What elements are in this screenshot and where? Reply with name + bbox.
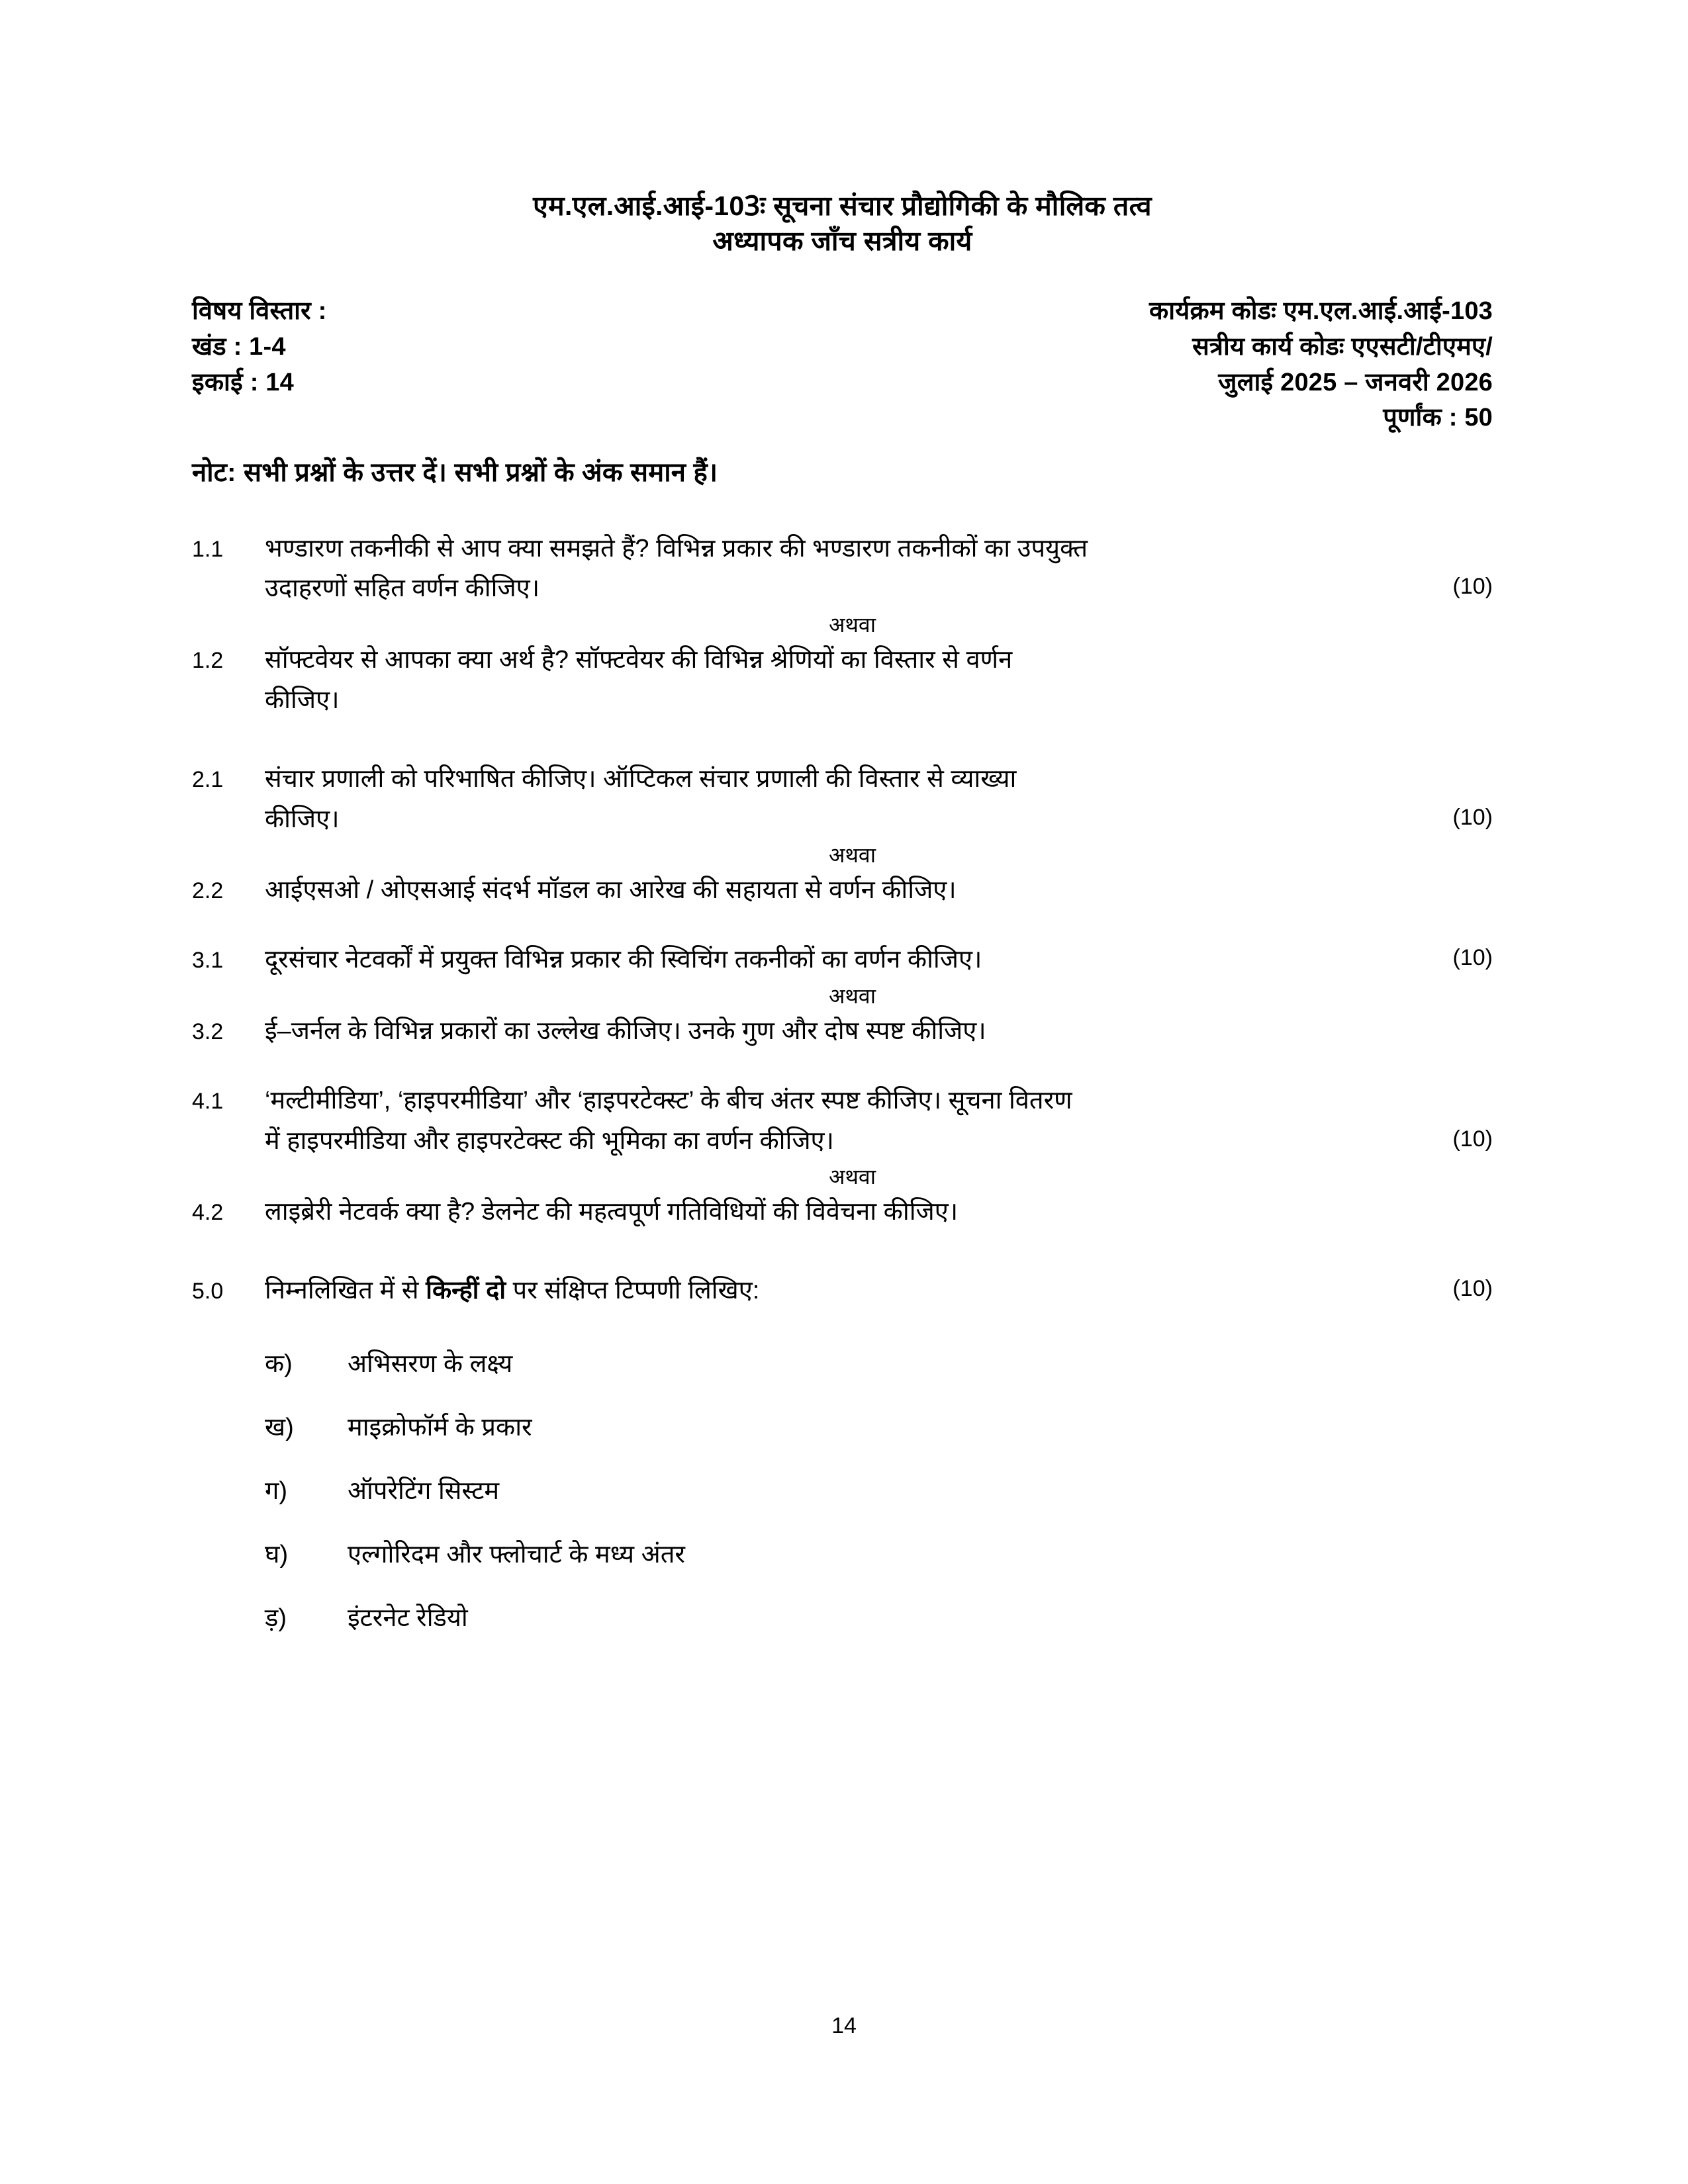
question-marks: (10) xyxy=(1452,945,1493,971)
header-meta-right xyxy=(1149,294,1493,437)
question-line-text: कीजिए। xyxy=(265,805,340,833)
block-label: खंड : 1-4 xyxy=(192,332,286,361)
sub-item-label: क) xyxy=(265,1349,293,1378)
question-body xyxy=(265,1011,1493,1052)
sub-item-text: अभिसरण के लक्ष्य xyxy=(348,1349,513,1378)
question-line xyxy=(265,1192,1493,1232)
question-number: 3.2 xyxy=(192,1019,224,1044)
sub-item-text: इंटरनेट रेडियो xyxy=(348,1604,468,1632)
question-number: 4.1 xyxy=(192,1088,224,1114)
question-body xyxy=(265,870,1493,911)
course-scope-label: विषय विस्तार : xyxy=(192,296,327,325)
question-number: 3.1 xyxy=(192,948,224,974)
question-line xyxy=(265,870,1493,911)
sub-item xyxy=(265,1473,1493,1507)
unit-label: इकाई : 14 xyxy=(192,368,294,396)
title-line-1: एम.एल.आई.आई-103ः सूचना संचार प्रौद्योगिकी के मौलिक तत्व xyxy=(533,191,1152,221)
sub-item-text: एल्गोरिदम और फ्लोचार्ट के मध्य अंतर xyxy=(348,1540,685,1569)
question-marks: (10) xyxy=(1452,1276,1493,1302)
question-line xyxy=(265,569,1493,609)
question-body xyxy=(265,640,1493,721)
header-meta xyxy=(192,294,1493,432)
assignment-code: सत्रीय कार्य कोडः एएसटी/टीएमए/ xyxy=(1192,332,1493,361)
question-line-text: दूरसंचार नेटवर्कों में प्रयुक्त विभिन्न प्रकार की स्विचिंग तकनीकों का वर्णन कीजिए। xyxy=(265,946,982,974)
question-row xyxy=(192,529,1493,610)
questions-list xyxy=(192,529,1493,1634)
title-line-2: अध्यापक जाँच सत्रीय कार्य xyxy=(712,226,972,257)
page-number: 14 xyxy=(831,2013,857,2038)
question-line: संचार प्रणाली को परिभाषित कीजिए। ऑप्टिकल संचार प्रणाली की विस्तार से व्याख्या xyxy=(265,764,1017,793)
question-number: 4.2 xyxy=(192,1200,224,1226)
question-body xyxy=(265,1271,1493,1311)
question-row xyxy=(192,1081,1493,1161)
question-line-text: कीजिए। xyxy=(265,686,340,714)
question-marks: (10) xyxy=(1452,574,1493,600)
question-body xyxy=(265,529,1493,610)
question-body xyxy=(265,940,1493,980)
question-line: भण्डारण तकनीकी से आप क्या समझते हैं? विभिन्न प्रकार की भण्डारण तकनीकों का उपयुक्त xyxy=(265,534,1088,563)
question-line-text: ई–जर्नल के विभिन्न प्रकारों का उल्लेख कीजिए। उनके गुण और दोष स्पष्ट कीजिए। xyxy=(265,1017,986,1045)
question-marks: (10) xyxy=(1452,1126,1493,1152)
sub-item-label: ख) xyxy=(265,1413,294,1441)
question-text-after-bold: पर संक्षिप्त टिप्पणी लिखिए: xyxy=(506,1277,760,1305)
question-line: ‘मल्टीमीडिया’, ‘हाइपरमीडिया’ और ‘हाइपरटेक्स्ट’ के बीच अंतर स्पष्ट कीजिए। सूचना वितरण xyxy=(265,1086,1072,1115)
question-number: 1.1 xyxy=(192,536,224,562)
document-title xyxy=(192,189,1493,259)
spacer xyxy=(192,1052,1493,1081)
question-number: 1.2 xyxy=(192,648,224,674)
sub-item xyxy=(265,1600,1493,1634)
spacer xyxy=(192,911,1493,940)
question-row xyxy=(192,759,1493,840)
question-line xyxy=(265,1271,1493,1311)
question-line xyxy=(265,1121,1493,1161)
sub-item-text: ऑपरेटिंग सिस्टम xyxy=(348,1477,500,1505)
sub-item xyxy=(265,1536,1493,1570)
question-line xyxy=(265,799,1493,840)
question-five-sub-items xyxy=(192,1345,1493,1634)
question-number: 2.1 xyxy=(192,766,224,792)
question-text-before-bold: निम्नलिखित में से xyxy=(265,1277,426,1305)
question-line-text: में हाइपरमीडिया और हाइपरटेक्स्ट की भूमिका का वर्णन कीजिए। xyxy=(265,1126,834,1155)
question-row xyxy=(192,640,1493,721)
question-line-text: लाइब्रेरी नेटवर्क क्या है? डेलनेट की महत्वपूर्ण गतिविधियों की विवेचना कीजिए। xyxy=(265,1198,959,1226)
header-meta-left xyxy=(192,294,327,401)
sub-item xyxy=(265,1345,1493,1380)
question-line xyxy=(265,680,1493,721)
sub-item-label: घ) xyxy=(265,1540,289,1569)
or-separator: अथवा xyxy=(829,983,876,1008)
question-row xyxy=(192,870,1493,911)
instructions-note: नोट: सभी प्रश्नों के उत्तर दें। सभी प्रश्नों के अंक समान हैं। xyxy=(192,457,718,487)
question-number: 2.2 xyxy=(192,878,224,904)
question-emphasis: किन्हीं दो xyxy=(426,1277,506,1305)
question-number: 5.0 xyxy=(192,1279,224,1304)
sub-item-label: ड़) xyxy=(265,1604,287,1632)
page-content xyxy=(192,0,1493,1663)
sub-item xyxy=(265,1409,1493,1443)
or-separator: अथवा xyxy=(829,843,876,868)
spacer xyxy=(192,721,1493,759)
question-line-text: उदाहरणों सहित वर्णन कीजिए। xyxy=(265,574,540,603)
question-line: सॉफ्टवेयर से आपका क्या अर्थ है? सॉफ्टवेयर की विभिन्न श्रेणियों का विस्तार से वर्णन xyxy=(265,646,1013,674)
spacer xyxy=(192,1232,1493,1271)
or-separator: अथवा xyxy=(829,1165,876,1189)
total-marks: पूर्णांक : 50 xyxy=(1383,404,1493,432)
question-row xyxy=(192,940,1493,980)
sub-item-label: ग) xyxy=(265,1477,288,1505)
question-marks: (10) xyxy=(1452,804,1493,830)
question-line xyxy=(265,1011,1493,1052)
question-row xyxy=(192,1192,1493,1232)
question-row xyxy=(192,1011,1493,1052)
programme-code: कार्यक्रम कोडः एम.एल.आई.आई-103 xyxy=(1149,296,1493,325)
question-line xyxy=(265,940,1493,980)
question-row xyxy=(192,1271,1493,1311)
sub-item-text: माइक्रोफॉर्म के प्रकार xyxy=(348,1413,532,1441)
question-body xyxy=(265,759,1493,840)
question-line-text: आईएसओ / ओएसआई संदर्भ मॉडल का आरेख की सहायता से वर्णन कीजिए। xyxy=(265,876,957,905)
question-body xyxy=(265,1081,1493,1161)
or-separator: अथवा xyxy=(829,613,876,637)
question-body xyxy=(265,1192,1493,1232)
session-period: जुलाई 2025 – जनवरी 2026 xyxy=(1218,368,1493,396)
